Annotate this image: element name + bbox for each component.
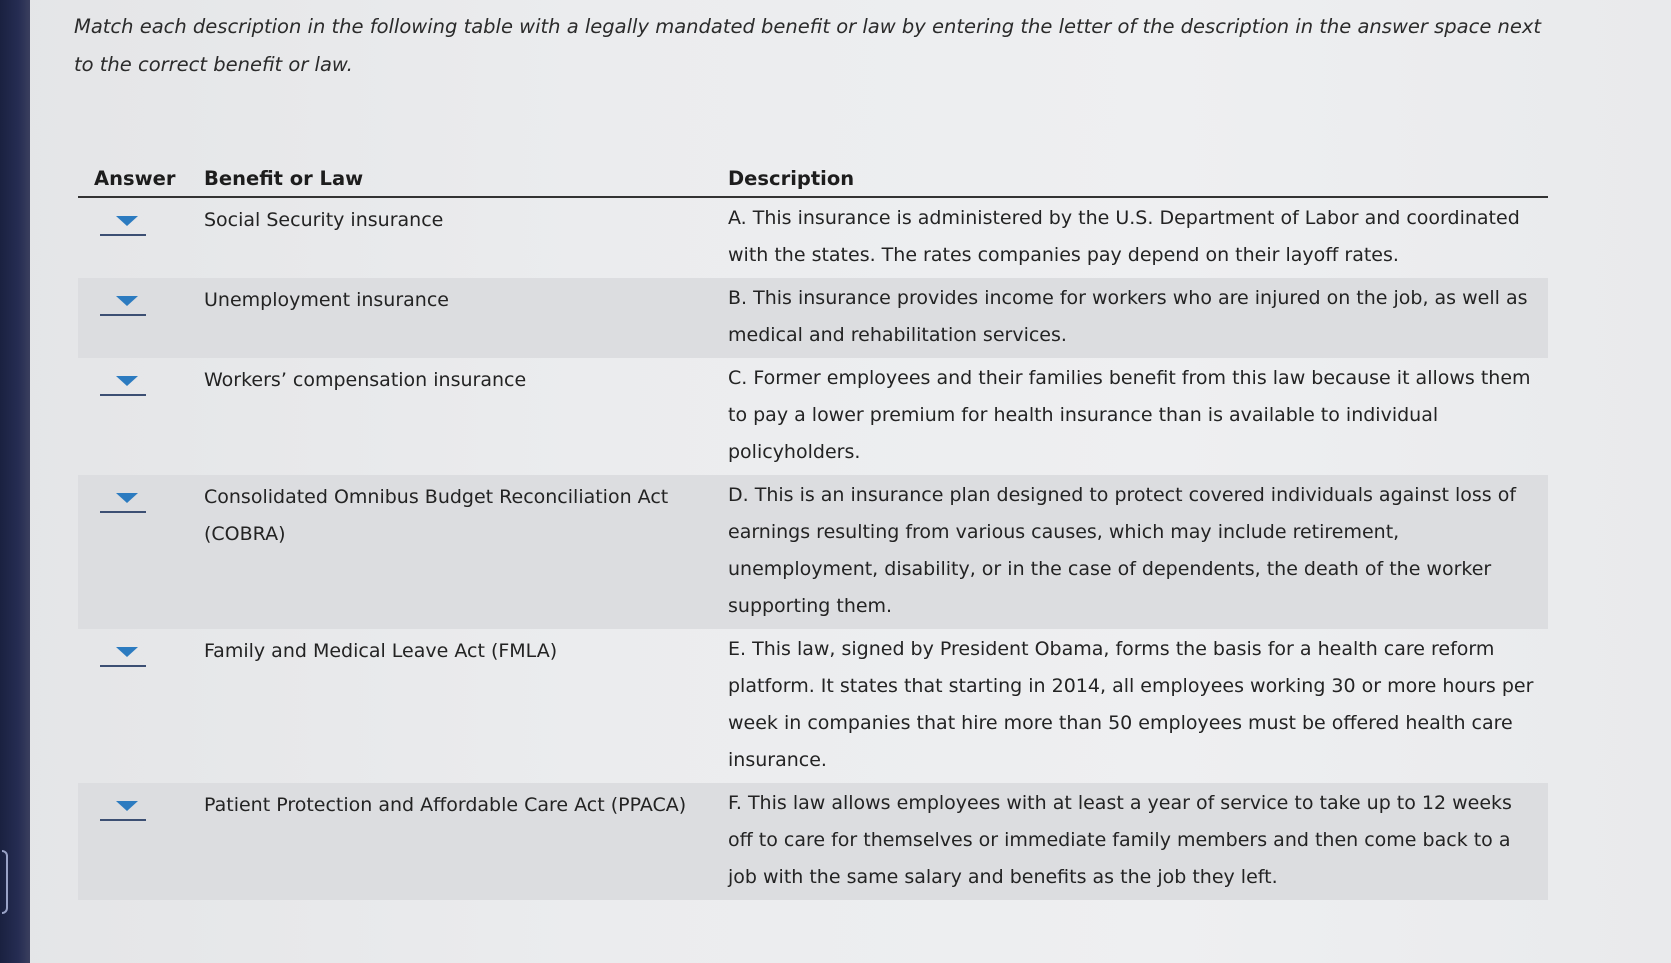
table-row: [78, 198, 1548, 278]
chevron-down-icon: [116, 216, 138, 226]
header-description: Description: [728, 167, 855, 190]
description-cell: A. This insurance is administered by the U.S. Department of Labor and coordinated with the states. The rates companies pay depend on their layoff rates.: [728, 207, 1520, 266]
answer-dropdown-cobra[interactable]: [100, 489, 146, 513]
description-cell: E. This law, signed by President Obama, forms the basis for a health care reform platform. It states that starting in 2014, all employees working 30 or more hours per week in companies that hire more than 50 employees must be offered health care insurance.: [728, 638, 1534, 771]
benefit-cell: Social Security insurance: [204, 209, 444, 231]
table-row: [78, 783, 1548, 900]
bezel-mark: [2, 850, 8, 914]
header-benefit: Benefit or Law: [204, 167, 364, 190]
chevron-down-icon: [116, 647, 138, 657]
answer-dropdown-unemployment[interactable]: [100, 292, 146, 316]
header-answer: Answer: [94, 167, 176, 190]
benefit-cell: Family and Medical Leave Act (FMLA): [204, 640, 558, 662]
benefit-cell: Patient Protection and Affordable Care Act (PPACA): [204, 794, 687, 816]
matching-table: [78, 158, 1548, 900]
answer-cell: [78, 783, 190, 821]
description-cell: D. This is an insurance plan designed to protect covered individuals against loss of earnings resulting from various causes, which may include retirement, unemployment, disability, or in the case of dependents, the death of the worker supporting them.: [728, 484, 1517, 617]
chevron-down-icon: [116, 376, 138, 386]
benefit-cell: Unemployment insurance: [204, 289, 449, 311]
table-row: [78, 629, 1548, 783]
answer-dropdown-fmla[interactable]: [100, 643, 146, 667]
question-content: [30, 0, 1671, 963]
answer-cell: [78, 475, 190, 513]
answer-dropdown-social-security[interactable]: [100, 212, 146, 236]
benefit-cell: Consolidated Omnibus Budget Reconciliation Act (COBRA): [204, 486, 669, 545]
description-cell: C. Former employees and their families benefit from this law because it allows them to pay a lower premium for health insurance than is available to individual policyholders.: [728, 367, 1531, 463]
question-instructions: Match each description in the following table with a legally mandated benefit or law by entering the letter of the description in the answer space next to the correct benefit or law.: [74, 15, 1542, 76]
table-header: [78, 158, 1548, 198]
chevron-down-icon: [116, 493, 138, 503]
chevron-down-icon: [116, 296, 138, 306]
table-row: [78, 358, 1548, 475]
table-row: [78, 475, 1548, 629]
table-row: [78, 278, 1548, 358]
screen-bezel: [0, 0, 30, 963]
answer-cell: [78, 198, 190, 236]
answer-cell: [78, 629, 190, 667]
answer-cell: [78, 278, 190, 316]
description-cell: F. This law allows employees with at least a year of service to take up to 12 weeks off to care for themselves or immediate family members and then come back to a job with the same salary and benefits as the job they left.: [728, 792, 1512, 888]
answer-cell: [78, 358, 190, 396]
answer-dropdown-ppaca[interactable]: [100, 797, 146, 821]
description-cell: B. This insurance provides income for workers who are injured on the job, as well as medical and rehabilitation services.: [728, 287, 1528, 346]
benefit-cell: Workers’ compensation insurance: [204, 369, 527, 391]
answer-dropdown-workers-comp[interactable]: [100, 372, 146, 396]
chevron-down-icon: [116, 801, 138, 811]
